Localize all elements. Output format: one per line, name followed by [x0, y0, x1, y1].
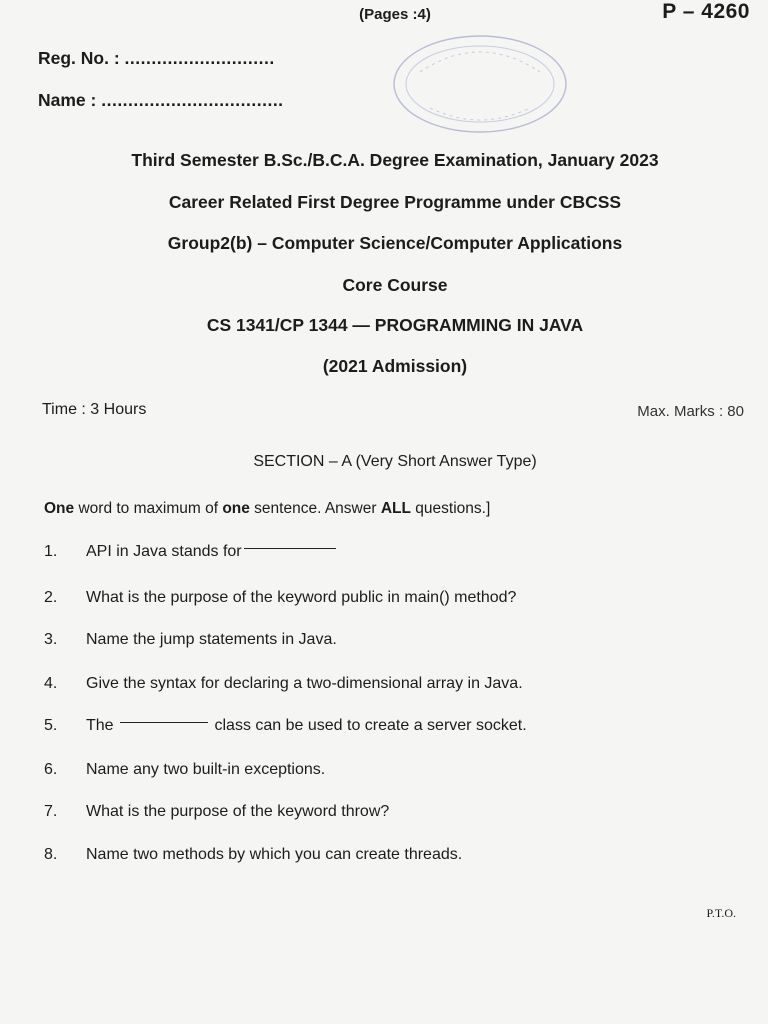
- paper-code: P – 4260: [662, 0, 750, 23]
- section-instructions: [44, 500, 490, 518]
- answer-blank: [244, 548, 336, 549]
- question-text: Name any two built-in exceptions.: [86, 761, 326, 778]
- instr-emphasis-one-2: one: [222, 500, 250, 517]
- instr-text-2: sentence. Answer: [249, 500, 381, 517]
- reg-no-label: Reg. No. :: [38, 48, 120, 68]
- question-item: [44, 675, 523, 693]
- instr-emphasis-one: One: [44, 500, 75, 517]
- pto-marker: P.T.O.: [706, 906, 736, 920]
- exam-title: Third Semester B.Sc./B.C.A. Degree Examination, January 2023: [131, 150, 659, 170]
- seal-stamp: [390, 32, 570, 136]
- question-text-pre: The: [86, 717, 114, 734]
- instr-text-3: questions.]: [410, 500, 491, 517]
- group-title: Group2(b) – Computer Science/Computer Applications: [167, 233, 623, 253]
- question-number: 5.: [44, 717, 58, 734]
- question-item: [44, 631, 337, 649]
- answer-blank: [120, 722, 208, 723]
- question-item: [44, 846, 462, 864]
- question-text: What is the purpose of the keyword throw?: [86, 803, 390, 820]
- name-field: [38, 90, 284, 111]
- question-text: Give the syntax for declaring a two-dimensional array in Java.: [86, 675, 523, 692]
- reg-no-dots: ............................: [124, 48, 275, 68]
- max-marks: Max. Marks : 80: [637, 403, 744, 420]
- instr-text: word to maximum of: [74, 500, 223, 517]
- question-item: [44, 589, 516, 607]
- question-text-pre: API in Java stands for: [86, 543, 242, 560]
- name-dots: ..................................: [101, 90, 284, 110]
- question-item: [44, 717, 527, 735]
- course-type: Core Course: [342, 275, 448, 295]
- question-number: 2.: [44, 589, 58, 606]
- page-count: (Pages :4): [359, 6, 431, 23]
- question-number: 4.: [44, 675, 58, 692]
- question-text: Name the jump statements in Java.: [86, 631, 337, 648]
- time-allowed: Time : 3 Hours: [42, 401, 147, 418]
- question-text: [86, 543, 338, 561]
- question-number: 1.: [44, 543, 58, 560]
- question-number: 8.: [44, 846, 58, 863]
- course-title: CS 1341/CP 1344 — PROGRAMMING IN JAVA: [206, 315, 584, 335]
- question-text: Name two methods by which you can create threads.: [86, 846, 463, 863]
- question-item: [44, 803, 389, 821]
- instr-emphasis-all: ALL: [380, 500, 411, 517]
- question-item: [44, 543, 338, 561]
- question-number: 6.: [44, 761, 58, 778]
- section-heading: SECTION – A (Very Short Answer Type): [253, 453, 537, 470]
- programme-title: Career Related First Degree Programme under CBCSS: [168, 192, 622, 212]
- question-text: What is the purpose of the keyword public in main() method?: [86, 589, 517, 606]
- admission-year: (2021 Admission): [322, 356, 468, 376]
- question-text-post: class can be used to create a server socket.: [214, 717, 527, 734]
- question-text: [86, 717, 527, 735]
- question-number: 3.: [44, 631, 58, 648]
- question-number: 7.: [44, 803, 58, 820]
- name-label: Name :: [38, 90, 97, 110]
- question-item: [44, 761, 325, 779]
- reg-no-field: [38, 48, 275, 69]
